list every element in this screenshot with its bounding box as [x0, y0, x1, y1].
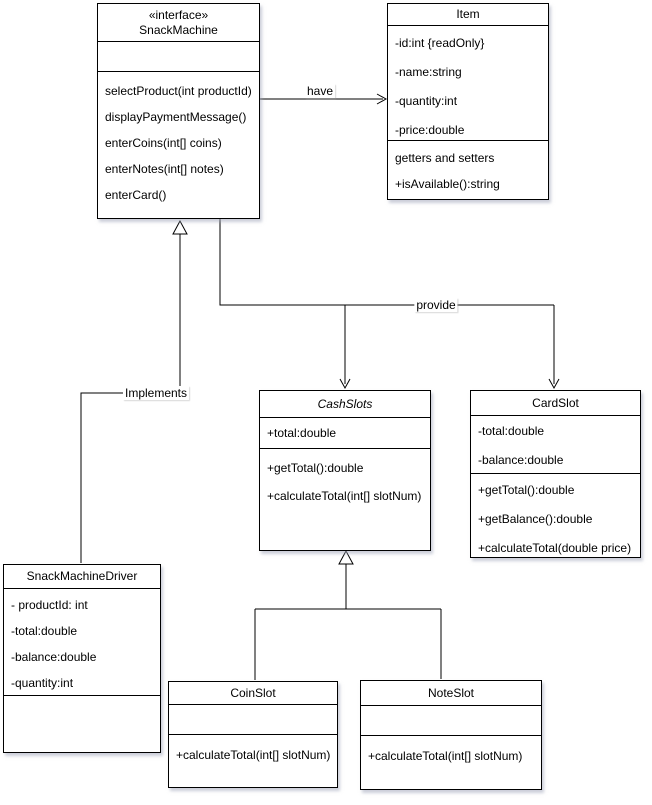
method-row: +calculateTotal(int[] slotNum) — [368, 749, 523, 763]
attributes-section — [4, 589, 160, 696]
attribute-row: -id:int {readOnly} — [395, 35, 485, 50]
attributes-section-empty — [361, 706, 541, 736]
edge-label-have: have — [306, 84, 334, 98]
attributes-section — [471, 416, 640, 474]
method-row: +calculateTotal(int[] slotNum) — [267, 489, 422, 503]
attribute-row: -quantity:int — [11, 676, 74, 690]
method-row: +getBalance():double — [478, 511, 593, 526]
methods-section — [260, 449, 430, 550]
class-name: Item — [456, 7, 480, 21]
class-title — [169, 682, 337, 705]
edge-implements — [81, 221, 187, 563]
attributes-section-empty — [169, 705, 337, 735]
open-arrowhead-down — [340, 379, 350, 388]
method-row: enterCoins(int[] coins) — [105, 136, 222, 150]
methods-section — [98, 72, 259, 218]
class-stereotype: «interface» — [148, 7, 209, 22]
attributes-section — [388, 26, 548, 141]
edge-generalization — [255, 551, 441, 680]
method-row: displayPaymentMessage() — [105, 110, 247, 124]
method-row: +isAvailable():string — [395, 177, 500, 191]
methods-section — [169, 735, 337, 787]
edge-label-implements: Implements — [124, 386, 188, 400]
class-name: NoteSlot — [427, 685, 475, 700]
class-name: SnackMachineDriver — [26, 569, 138, 583]
edge-label-provide: provide — [416, 298, 456, 312]
attribute-row: - productId: int — [11, 598, 88, 612]
attribute-row: +total:double — [267, 426, 337, 440]
attribute-row: -price:double — [395, 122, 465, 137]
class-title — [471, 391, 640, 416]
edge-provide — [220, 219, 559, 388]
method-row: +getTotal():double — [478, 482, 575, 497]
method-row: enterCard() — [105, 188, 167, 202]
open-arrowhead-right — [377, 94, 386, 104]
method-row: +calculateTotal(double price) — [478, 540, 632, 555]
class-title — [260, 391, 430, 418]
attribute-row: -quantity:int — [395, 93, 458, 108]
class-box-item — [387, 3, 549, 200]
attribute-row: -total:double — [478, 423, 545, 438]
class-box-snackmachine — [97, 3, 260, 219]
methods-section-empty — [4, 696, 160, 752]
attribute-row: -name:string — [395, 64, 462, 79]
class-box-snackmachinedriver — [3, 564, 161, 753]
attribute-row: -balance:double — [478, 452, 564, 467]
attribute-row: -balance:double — [11, 650, 97, 664]
methods-section — [471, 474, 640, 562]
edge-have — [260, 94, 386, 104]
methods-section — [388, 141, 548, 199]
attribute-row: -total:double — [11, 624, 78, 638]
class-box-cashslots — [259, 390, 431, 551]
method-row: enterNotes(int[] notes) — [105, 162, 224, 176]
hollow-triangle-arrowhead-up — [339, 551, 353, 564]
open-arrowhead-down — [549, 379, 559, 388]
class-box-noteslot — [360, 680, 542, 790]
class-name: CashSlots — [317, 396, 373, 411]
hollow-triangle-arrowhead-up — [173, 221, 187, 234]
class-name: SnackMachine — [139, 22, 218, 37]
method-row: +calculateTotal(int[] slotNum) — [176, 748, 331, 762]
class-box-cardslot — [470, 390, 641, 558]
class-box-coinslot — [168, 681, 338, 788]
method-row: getters and setters — [395, 151, 495, 165]
class-title — [4, 565, 160, 589]
method-row: selectProduct(int productId) — [105, 84, 252, 98]
attributes-section-empty — [98, 42, 259, 72]
methods-section — [361, 736, 541, 789]
class-title — [388, 4, 548, 26]
attributes-section — [260, 418, 430, 449]
class-title — [361, 681, 541, 706]
class-title — [98, 4, 259, 42]
class-name: CardSlot — [532, 395, 579, 410]
class-name: CoinSlot — [230, 685, 276, 700]
method-row: +getTotal():double — [267, 461, 364, 475]
